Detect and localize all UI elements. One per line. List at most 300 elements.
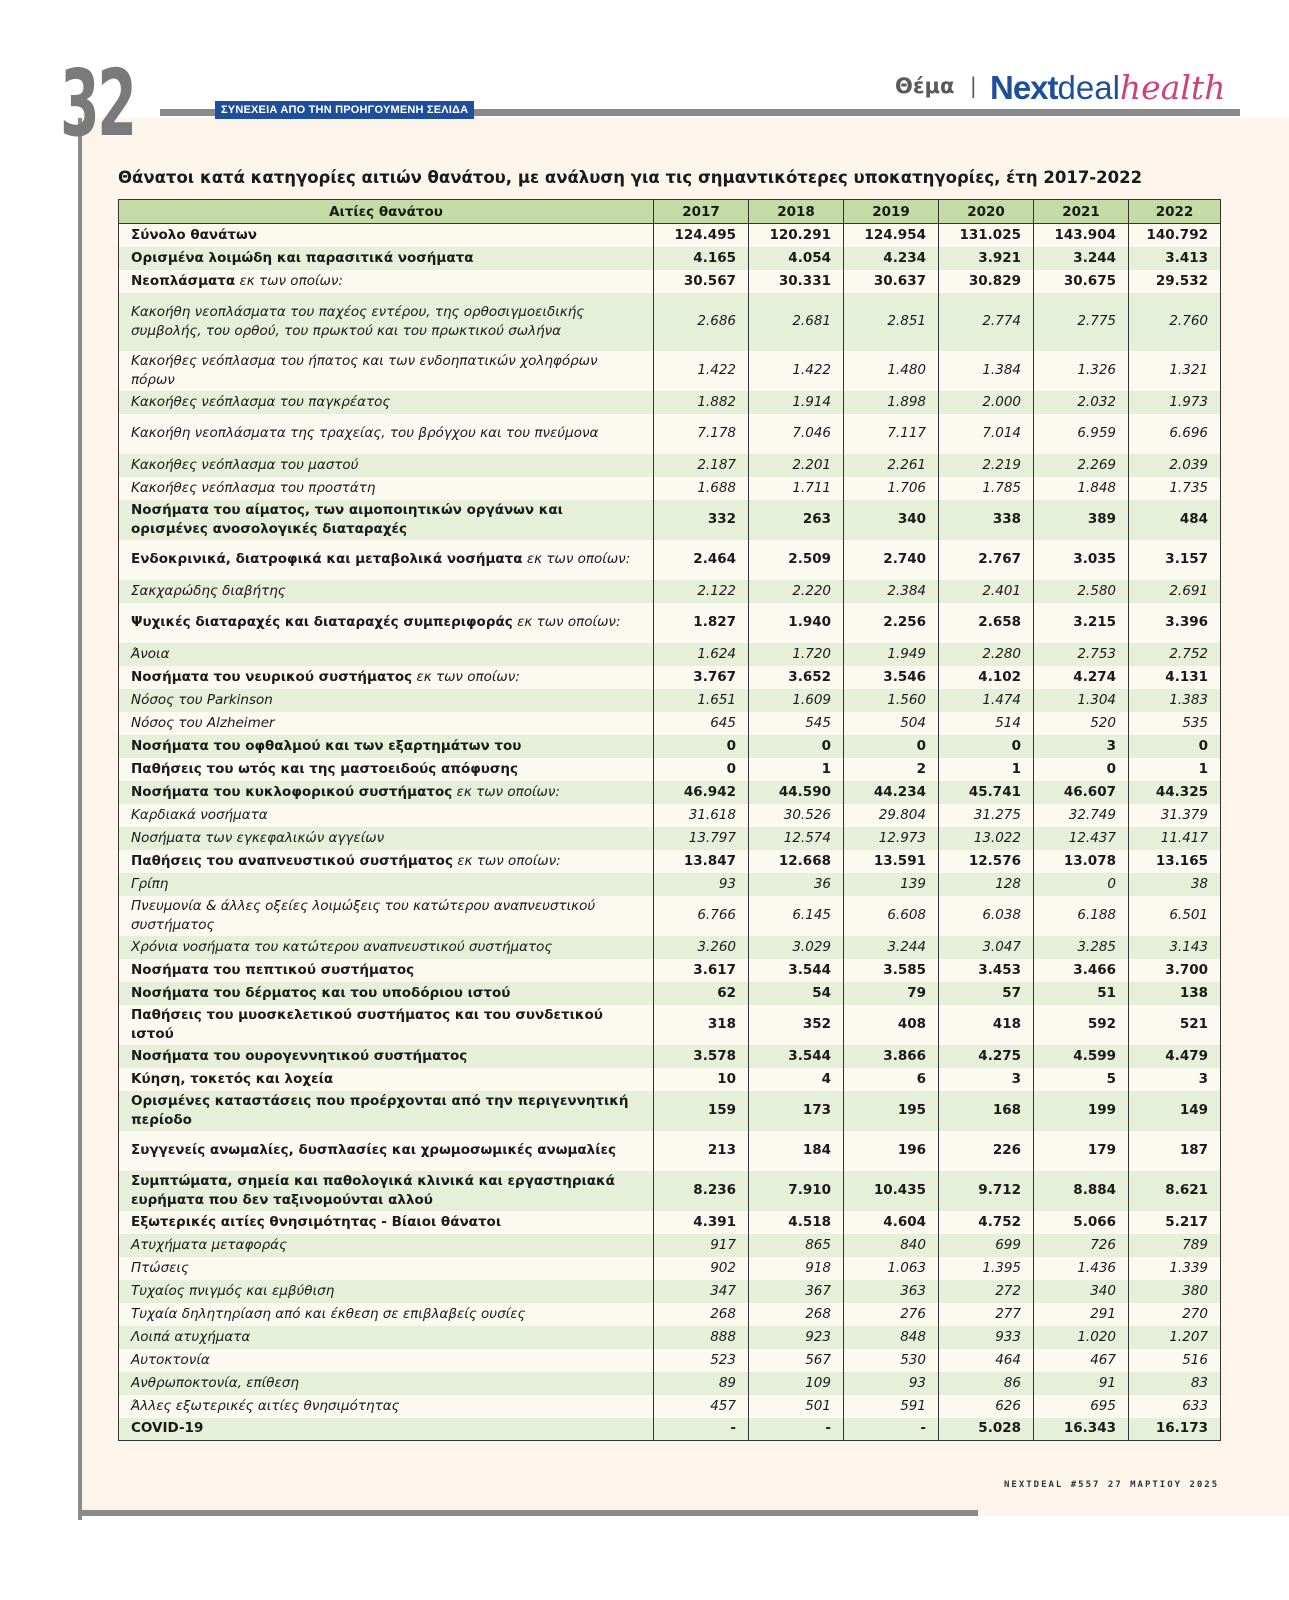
value-cell: 1.326 <box>1034 351 1129 391</box>
value-cell: 131.025 <box>939 224 1034 247</box>
value-cell: 3.866 <box>844 1045 939 1068</box>
table-row <box>119 936 1221 959</box>
value-cell: 0 <box>1034 758 1129 781</box>
value-cell: 1.711 <box>749 477 844 500</box>
cause-label: Κύηση, τοκετός και λοχεία <box>119 1068 654 1091</box>
cause-label: Καρδιακά νοσήματα <box>119 804 654 827</box>
value-cell: 535 <box>1129 712 1221 735</box>
value-cell: 120.291 <box>749 224 844 247</box>
value-cell: 3 <box>1034 735 1129 758</box>
table-row <box>119 873 1221 896</box>
value-cell: 789 <box>1129 1234 1221 1257</box>
value-cell: 3.617 <box>654 959 749 982</box>
value-cell: 2.752 <box>1129 643 1221 666</box>
value-cell: 1.827 <box>654 603 749 643</box>
value-cell: 521 <box>1129 1005 1221 1045</box>
cause-label: Άνοια <box>119 643 654 666</box>
value-cell: 626 <box>939 1395 1034 1418</box>
column-header: 2021 <box>1034 200 1129 224</box>
value-cell: 6.696 <box>1129 414 1221 454</box>
value-cell: 5.217 <box>1129 1211 1221 1234</box>
table-row <box>119 982 1221 1005</box>
value-cell: 1.422 <box>749 351 844 391</box>
table-row <box>119 1372 1221 1395</box>
value-cell: 1.020 <box>1034 1326 1129 1349</box>
subcategory-note: εκ των οποίων: <box>452 783 560 800</box>
table-row <box>119 712 1221 735</box>
value-cell: 93 <box>844 1372 939 1395</box>
table-row <box>119 1349 1221 1372</box>
value-cell: 1 <box>1129 758 1221 781</box>
table-row <box>119 1303 1221 1326</box>
cause-label: Λοιπά ατυχήματα <box>119 1326 654 1349</box>
table-row <box>119 224 1221 247</box>
value-cell: 1.720 <box>749 643 844 666</box>
value-cell: 1.384 <box>939 351 1034 391</box>
value-cell: 2.509 <box>749 540 844 580</box>
table-row <box>119 1418 1221 1441</box>
value-cell: 4.275 <box>939 1045 1034 1068</box>
value-cell: 1.063 <box>844 1257 939 1280</box>
value-cell: 1.882 <box>654 391 749 414</box>
value-cell: 7.046 <box>749 414 844 454</box>
value-cell: 46.942 <box>654 781 749 804</box>
value-cell: 917 <box>654 1234 749 1257</box>
table-row <box>119 804 1221 827</box>
table-row <box>119 1326 1221 1349</box>
value-cell: 3.029 <box>749 936 844 959</box>
value-cell: 13.797 <box>654 827 749 850</box>
value-cell: 2.256 <box>844 603 939 643</box>
value-cell: 2.261 <box>844 454 939 477</box>
value-cell: 1.609 <box>749 689 844 712</box>
column-header: 2020 <box>939 200 1034 224</box>
value-cell: 86 <box>939 1372 1034 1395</box>
value-cell: 139 <box>844 873 939 896</box>
cause-label: Παθήσεις του μυοσκελετικού συστήματος και του συνδετικού ιστού <box>119 1005 654 1045</box>
page-footer: NEXTDEAL #557 27 ΜΑΡΤΙΟΥ 2025 <box>1004 1480 1220 1490</box>
value-cell: 3.546 <box>844 666 939 689</box>
value-cell: 888 <box>654 1326 749 1349</box>
value-cell: 13.165 <box>1129 850 1221 873</box>
value-cell: 1.940 <box>749 603 844 643</box>
cause-label: Κακοήθες νεόπλασμα του μαστού <box>119 454 654 477</box>
value-cell: 5.028 <box>939 1418 1034 1441</box>
value-cell: 2.384 <box>844 580 939 603</box>
value-cell: 276 <box>844 1303 939 1326</box>
value-cell: 2.686 <box>654 293 749 351</box>
value-cell: 408 <box>844 1005 939 1045</box>
value-cell: 30.567 <box>654 270 749 293</box>
table-title: Θάνατοι κατά κατηγορίες αιτιών θανάτου, με ανάλυση για τις σημαντικότερες υποκατηγορίες, έτη 2017-2022 <box>118 168 1143 187</box>
value-cell: 1.651 <box>654 689 749 712</box>
value-cell: 263 <box>749 500 844 540</box>
value-cell: 140.792 <box>1129 224 1221 247</box>
value-cell: - <box>749 1418 844 1441</box>
value-cell: 124.495 <box>654 224 749 247</box>
value-cell: 44.325 <box>1129 781 1221 804</box>
value-cell: 318 <box>654 1005 749 1045</box>
value-cell: 1.436 <box>1034 1257 1129 1280</box>
value-cell: 11.417 <box>1129 827 1221 850</box>
value-cell: 6 <box>844 1068 939 1091</box>
value-cell: 3.244 <box>1034 247 1129 270</box>
cause-label: Νοσήματα του οφθαλμού και των εξαρτημάτων του <box>119 735 654 758</box>
value-cell: 149 <box>1129 1091 1221 1131</box>
value-cell: 4 <box>749 1068 844 1091</box>
value-cell: 484 <box>1129 500 1221 540</box>
value-cell: - <box>654 1418 749 1441</box>
value-cell: 13.847 <box>654 850 749 873</box>
value-cell: 179 <box>1034 1131 1129 1171</box>
value-cell: 79 <box>844 982 939 1005</box>
value-cell: 3.578 <box>654 1045 749 1068</box>
value-cell: 91 <box>1034 1372 1129 1395</box>
value-cell: 367 <box>749 1280 844 1303</box>
table-row <box>119 689 1221 712</box>
table-row <box>119 477 1221 500</box>
value-cell: 6.145 <box>749 896 844 936</box>
value-cell: 0 <box>939 735 1034 758</box>
value-cell: 3.453 <box>939 959 1034 982</box>
value-cell: 29.532 <box>1129 270 1221 293</box>
table-row <box>119 1234 1221 1257</box>
value-cell: 291 <box>1034 1303 1129 1326</box>
table-row <box>119 1091 1221 1131</box>
value-cell: 1.207 <box>1129 1326 1221 1349</box>
table-row <box>119 1131 1221 1171</box>
table-header-row <box>119 200 1221 224</box>
cause-label: Συμπτώματα, σημεία και παθολογικά κλινικά και εργαστηριακά ευρήματα που δεν ταξινομούνται αλλού <box>119 1171 654 1211</box>
column-header: 2017 <box>654 200 749 224</box>
value-cell: 3.396 <box>1129 603 1221 643</box>
value-cell: 30.526 <box>749 804 844 827</box>
value-cell: 7.014 <box>939 414 1034 454</box>
value-cell: 2.000 <box>939 391 1034 414</box>
table-row <box>119 391 1221 414</box>
value-cell: 504 <box>844 712 939 735</box>
value-cell: 3 <box>1129 1068 1221 1091</box>
value-cell: 12.576 <box>939 850 1034 873</box>
value-cell: 2.201 <box>749 454 844 477</box>
value-cell: 2.280 <box>939 643 1034 666</box>
table-row <box>119 580 1221 603</box>
page-number: 32 <box>60 50 135 157</box>
cause-label: Κακοήθες νεόπλασμα του ήπατος και των ενδοηπατικών χοληφόρων πόρων <box>119 351 654 391</box>
table-row <box>119 1005 1221 1045</box>
value-cell: 12.973 <box>844 827 939 850</box>
value-cell: 83 <box>1129 1372 1221 1395</box>
value-cell: 2.767 <box>939 540 1034 580</box>
value-cell: 6.766 <box>654 896 749 936</box>
value-cell: 1.735 <box>1129 477 1221 500</box>
value-cell: 3.244 <box>844 936 939 959</box>
value-cell: 340 <box>844 500 939 540</box>
value-cell: 1.395 <box>939 1257 1034 1280</box>
value-cell: 1.422 <box>654 351 749 391</box>
value-cell: 36 <box>749 873 844 896</box>
value-cell: 514 <box>939 712 1034 735</box>
cause-label: Νοσήματα του αίματος, των αιμοποιητικών οργάνων και ορισμένες ανοσολογικές διαταραχές <box>119 500 654 540</box>
value-cell: 2 <box>844 758 939 781</box>
subcategory-note: εκ των οποίων: <box>412 668 520 685</box>
value-cell: 567 <box>749 1349 844 1372</box>
cause-label: Σύνολο θανάτων <box>119 224 654 247</box>
cause-label: Ενδοκρινικά, διατροφικά και μεταβολικά νοσήματα εκ των οποίων: <box>119 540 654 580</box>
value-cell: 530 <box>844 1349 939 1372</box>
value-cell: 545 <box>749 712 844 735</box>
table-row <box>119 454 1221 477</box>
value-cell: 5 <box>1034 1068 1129 1091</box>
value-cell: 4.234 <box>844 247 939 270</box>
value-cell: 2.691 <box>1129 580 1221 603</box>
value-cell: - <box>844 1418 939 1441</box>
value-cell: 1.688 <box>654 477 749 500</box>
brand-logo: Nextdealhealth <box>990 68 1226 107</box>
value-cell: 4.054 <box>749 247 844 270</box>
column-header: 2022 <box>1129 200 1221 224</box>
value-cell: 10.435 <box>844 1171 939 1211</box>
value-cell: 213 <box>654 1131 749 1171</box>
value-cell: 7.910 <box>749 1171 844 1211</box>
table-row <box>119 896 1221 936</box>
value-cell: 340 <box>1034 1280 1129 1303</box>
value-cell: 8.621 <box>1129 1171 1221 1211</box>
value-cell: 2.851 <box>844 293 939 351</box>
value-cell: 1.560 <box>844 689 939 712</box>
value-cell: 6.959 <box>1034 414 1129 454</box>
cause-label: Σακχαρώδης διαβήτης <box>119 580 654 603</box>
value-cell: 4.102 <box>939 666 1034 689</box>
value-cell: 633 <box>1129 1395 1221 1418</box>
value-cell: 918 <box>749 1257 844 1280</box>
table-row <box>119 270 1221 293</box>
cause-label: Πνευμονία & άλλες οξείες λοιμώξεις του κατώτερου αναπνευστικού συστήματος <box>119 896 654 936</box>
table-row <box>119 603 1221 643</box>
value-cell: 32.749 <box>1034 804 1129 827</box>
value-cell: 195 <box>844 1091 939 1131</box>
value-cell: 1.339 <box>1129 1257 1221 1280</box>
cause-label: Τυχαία δηλητηρίαση από και έκθεση σε επιβλαβείς ουσίες <box>119 1303 654 1326</box>
value-cell: 523 <box>654 1349 749 1372</box>
table-row <box>119 414 1221 454</box>
value-cell: 591 <box>844 1395 939 1418</box>
cause-label: Γρίπη <box>119 873 654 896</box>
value-cell: 6.038 <box>939 896 1034 936</box>
cause-label: Κακοήθες νεόπλασμα του παγκρέατος <box>119 391 654 414</box>
value-cell: 6.188 <box>1034 896 1129 936</box>
table-row <box>119 247 1221 270</box>
value-cell: 13.022 <box>939 827 1034 850</box>
value-cell: 3.143 <box>1129 936 1221 959</box>
value-cell: 3.652 <box>749 666 844 689</box>
value-cell: 902 <box>654 1257 749 1280</box>
cause-label: Ατυχήματα μεταφοράς <box>119 1234 654 1257</box>
value-cell: 4.752 <box>939 1211 1034 1234</box>
value-cell: 4.274 <box>1034 666 1129 689</box>
value-cell: 848 <box>844 1326 939 1349</box>
value-cell: 38 <box>1129 873 1221 896</box>
value-cell: 2.464 <box>654 540 749 580</box>
value-cell: 2.740 <box>844 540 939 580</box>
value-cell: 347 <box>654 1280 749 1303</box>
column-header: Αιτίες θανάτου <box>119 200 654 224</box>
value-cell: 57 <box>939 982 1034 1005</box>
value-cell: 13.591 <box>844 850 939 873</box>
value-cell: 3.767 <box>654 666 749 689</box>
value-cell: 2.580 <box>1034 580 1129 603</box>
cause-label: Κακοήθη νεοπλάσματα της τραχείας, του βρόγχου και του πνεύμονα <box>119 414 654 454</box>
value-cell: 29.804 <box>844 804 939 827</box>
cause-label: Ορισμένα λοιμώδη και παρασιτικά νοσήματα <box>119 247 654 270</box>
table-row <box>119 758 1221 781</box>
value-cell: 10 <box>654 1068 749 1091</box>
table-row <box>119 1045 1221 1068</box>
subcategory-note: εκ των οποίων: <box>235 272 343 289</box>
value-cell: 1.973 <box>1129 391 1221 414</box>
value-cell: 2.032 <box>1034 391 1129 414</box>
value-cell: 93 <box>654 873 749 896</box>
value-cell: 0 <box>749 735 844 758</box>
section-name: Θέμα <box>895 74 955 98</box>
value-cell: 277 <box>939 1303 1034 1326</box>
column-header: 2019 <box>844 200 939 224</box>
value-cell: 184 <box>749 1131 844 1171</box>
cause-label: Νοσήματα του πεπτικού συστήματος <box>119 959 654 982</box>
value-cell: 44.590 <box>749 781 844 804</box>
value-cell: 418 <box>939 1005 1034 1045</box>
table-row <box>119 1171 1221 1211</box>
value-cell: 352 <box>749 1005 844 1045</box>
value-cell: 695 <box>1034 1395 1129 1418</box>
value-cell: 5.066 <box>1034 1211 1129 1234</box>
value-cell: 1.304 <box>1034 689 1129 712</box>
value-cell: 3.700 <box>1129 959 1221 982</box>
value-cell: 13.078 <box>1034 850 1129 873</box>
value-cell: 2.774 <box>939 293 1034 351</box>
value-cell: 363 <box>844 1280 939 1303</box>
value-cell: 3 <box>939 1068 1034 1091</box>
value-cell: 332 <box>654 500 749 540</box>
value-cell: 1.848 <box>1034 477 1129 500</box>
value-cell: 501 <box>749 1395 844 1418</box>
cause-label: Κακοήθες νεόπλασμα του προστάτη <box>119 477 654 500</box>
value-cell: 516 <box>1129 1349 1221 1372</box>
value-cell: 0 <box>844 735 939 758</box>
value-cell: 2.775 <box>1034 293 1129 351</box>
value-cell: 199 <box>1034 1091 1129 1131</box>
value-cell: 3.585 <box>844 959 939 982</box>
value-cell: 128 <box>939 873 1034 896</box>
value-cell: 726 <box>1034 1234 1129 1257</box>
value-cell: 1 <box>939 758 1034 781</box>
value-cell: 159 <box>654 1091 749 1131</box>
value-cell: 31.275 <box>939 804 1034 827</box>
subcategory-note: εκ των οποίων: <box>452 852 561 869</box>
value-cell: 592 <box>1034 1005 1129 1045</box>
value-cell: 51 <box>1034 982 1129 1005</box>
table-row <box>119 500 1221 540</box>
value-cell: 272 <box>939 1280 1034 1303</box>
value-cell: 865 <box>749 1234 844 1257</box>
value-cell: 54 <box>749 982 844 1005</box>
value-cell: 2.760 <box>1129 293 1221 351</box>
value-cell: 138 <box>1129 982 1221 1005</box>
value-cell: 4.479 <box>1129 1045 1221 1068</box>
value-cell: 699 <box>939 1234 1034 1257</box>
cause-label: Πτώσεις <box>119 1257 654 1280</box>
value-cell: 9.712 <box>939 1171 1034 1211</box>
table-row <box>119 1280 1221 1303</box>
value-cell: 3.215 <box>1034 603 1129 643</box>
value-cell: 4.131 <box>1129 666 1221 689</box>
cause-label: Κακοήθη νεοπλάσματα του παχέος εντέρου, της ορθοσιγμοειδικής συμβολής, του ορθού, του πρωκτού και του πρωκτικού σωλήνα <box>119 293 654 351</box>
table-row <box>119 643 1221 666</box>
table-row <box>119 850 1221 873</box>
value-cell: 12.574 <box>749 827 844 850</box>
value-cell: 0 <box>1129 735 1221 758</box>
value-cell: 2.658 <box>939 603 1034 643</box>
cause-label: Νόσος του Alzheimer <box>119 712 654 735</box>
cause-label: Ανθρωποκτονία, επίθεση <box>119 1372 654 1395</box>
section-label: Θέμα | <box>895 74 977 98</box>
value-cell: 89 <box>654 1372 749 1395</box>
value-cell: 0 <box>654 735 749 758</box>
value-cell: 226 <box>939 1131 1034 1171</box>
subcategory-note: εκ των οποίων: <box>522 551 631 567</box>
column-header: 2018 <box>749 200 844 224</box>
value-cell: 7.178 <box>654 414 749 454</box>
value-cell: 923 <box>749 1326 844 1349</box>
cause-label: Παθήσεις του αναπνευστικού συστήματος εκ των οποίων: <box>119 850 654 873</box>
value-cell: 2.681 <box>749 293 844 351</box>
value-cell: 2.220 <box>749 580 844 603</box>
value-cell: 124.954 <box>844 224 939 247</box>
cause-label: COVID-19 <box>119 1418 654 1441</box>
table-row <box>119 1211 1221 1234</box>
cause-label: Νοσήματα του ουρογεννητικού συστήματος <box>119 1045 654 1068</box>
value-cell: 168 <box>939 1091 1034 1131</box>
value-cell: 3.285 <box>1034 936 1129 959</box>
subcategory-note: εκ των οποίων: <box>512 614 621 630</box>
value-cell: 3.047 <box>939 936 1034 959</box>
value-cell: 3.413 <box>1129 247 1221 270</box>
value-cell: 1 <box>749 758 844 781</box>
value-cell: 3.544 <box>749 959 844 982</box>
left-margin-rule <box>78 118 82 1520</box>
bottom-rule <box>78 1510 978 1516</box>
value-cell: 30.675 <box>1034 270 1129 293</box>
value-cell: 457 <box>654 1395 749 1418</box>
table-row <box>119 735 1221 758</box>
value-cell: 12.668 <box>749 850 844 873</box>
cause-label: Νοσήματα του κυκλοφορικού συστήματος εκ των οποίων: <box>119 781 654 804</box>
cause-label: Συγγενείς ανωμαλίες, δυσπλασίες και χρωμοσωμικές ανωμαλίες <box>119 1131 654 1171</box>
value-cell: 2.187 <box>654 454 749 477</box>
value-cell: 0 <box>1034 873 1129 896</box>
value-cell: 1.949 <box>844 643 939 666</box>
value-cell: 30.637 <box>844 270 939 293</box>
value-cell: 1.706 <box>844 477 939 500</box>
value-cell: 4.165 <box>654 247 749 270</box>
value-cell: 4.604 <box>844 1211 939 1234</box>
value-cell: 1.898 <box>844 391 939 414</box>
table-row <box>119 351 1221 391</box>
value-cell: 3.544 <box>749 1045 844 1068</box>
value-cell: 8.884 <box>1034 1171 1129 1211</box>
value-cell: 6.501 <box>1129 896 1221 936</box>
cause-label: Ορισμένες καταστάσεις που προέρχονται από την περιγεννητική περίοδο <box>119 1091 654 1131</box>
